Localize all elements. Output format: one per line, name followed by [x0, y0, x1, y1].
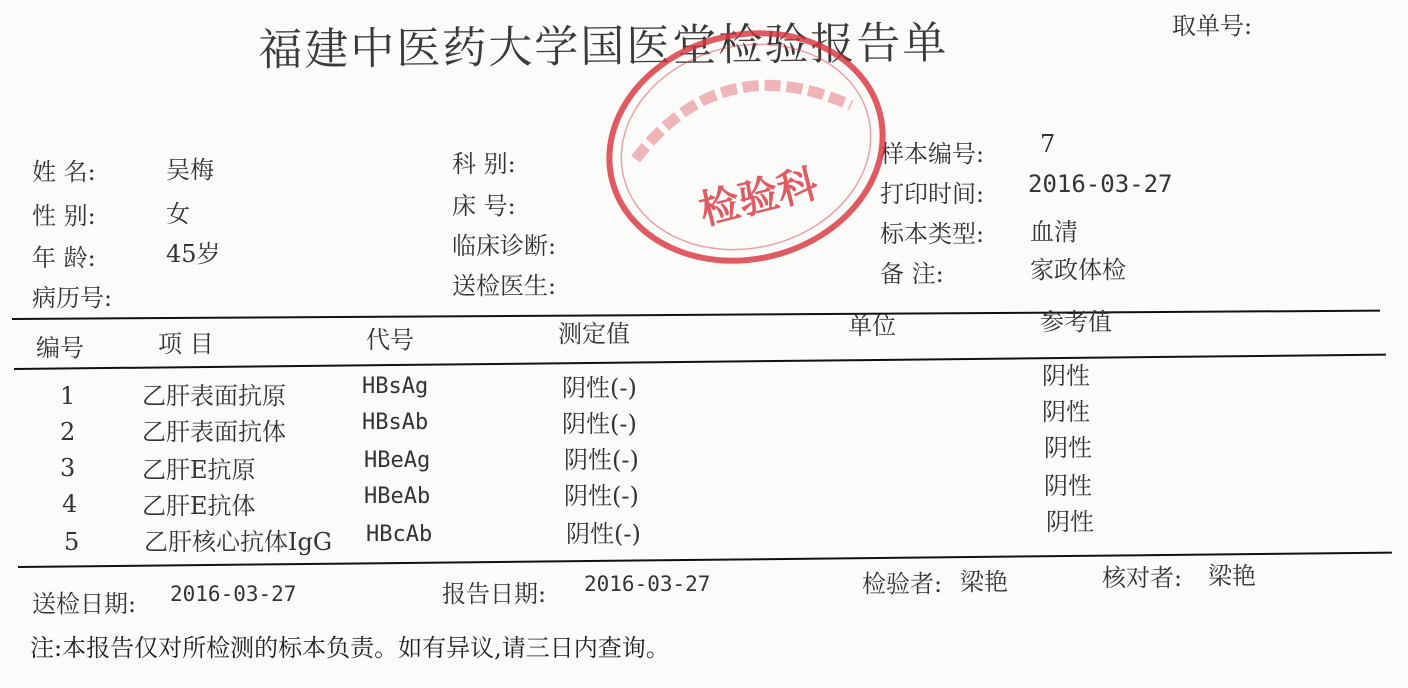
row-item: 乙肝表面抗原	[142, 382, 286, 410]
row-number: 4	[62, 490, 78, 518]
stamp-arc-text	[625, 63, 851, 159]
remark-label: 备 注:	[880, 260, 944, 288]
checker-name: 梁艳	[1208, 562, 1256, 590]
col-header-number: 编号	[36, 334, 84, 362]
sample-type: 血清	[1030, 218, 1078, 246]
row-reference: 阴性	[1042, 398, 1090, 426]
patient-sex: 女	[166, 200, 190, 228]
row-number: 5	[64, 528, 80, 556]
sample-number: 7	[1040, 130, 1056, 158]
row-item: 乙肝表面抗体	[142, 418, 286, 446]
row-value: 阴性(-)	[564, 482, 639, 510]
row-item: 乙肝E抗体	[142, 492, 256, 520]
row-code: HBcAb	[366, 522, 433, 547]
checker-label: 核对者:	[1102, 564, 1183, 592]
row-number: 3	[60, 454, 76, 482]
table-header-rule	[14, 354, 1386, 370]
row-item: 乙肝E抗原	[142, 456, 256, 484]
submit-date: 2016-03-27	[170, 582, 297, 606]
sex-label: 性 别:	[32, 202, 96, 230]
print-time-label: 打印时间:	[880, 180, 985, 208]
row-code: HBsAg	[362, 374, 429, 399]
name-label: 姓 名:	[32, 158, 96, 186]
referring-doctor-label: 送检医生:	[452, 272, 557, 300]
col-header-reference: 参考值	[1040, 308, 1112, 336]
row-code: HBeAg	[364, 448, 431, 473]
row-item: 乙肝核心抗体IgG	[144, 528, 333, 556]
bed-number-label: 床 号:	[452, 192, 516, 220]
patient-age: 45岁	[166, 240, 221, 268]
report-title: 福建中医药大学国医堂检验报告单	[258, 17, 949, 76]
submit-date-label: 送检日期:	[32, 590, 137, 618]
col-header-code: 代号	[366, 326, 414, 354]
inspector-name: 梁艳	[960, 568, 1008, 596]
sample-number-label: 样本编号:	[880, 140, 985, 168]
row-value: 阴性(-)	[562, 410, 637, 438]
row-number: 2	[60, 418, 76, 446]
report-date: 2016-03-27	[584, 572, 711, 596]
age-label: 年 龄:	[32, 244, 96, 272]
inspector-label: 检验者:	[862, 570, 943, 598]
row-code: HBeAb	[364, 484, 431, 509]
row-reference: 阴性	[1046, 508, 1094, 536]
ticket-number-label: 取单号:	[1172, 12, 1253, 40]
remark-value: 家政体检	[1030, 256, 1126, 284]
row-reference: 阴性	[1042, 362, 1090, 390]
record-number-label: 病历号:	[32, 284, 113, 312]
patient-name: 吴梅	[166, 156, 214, 184]
row-code: HBsAb	[362, 410, 429, 435]
row-reference: 阴性	[1044, 472, 1092, 500]
print-time: 2016-03-27	[1028, 170, 1173, 198]
col-header-item: 项 目	[158, 330, 214, 358]
disclaimer-note: 注:本报告仅对所检测的标本负责。如有异议,请三日内查询。	[30, 634, 670, 662]
stamp-center-text: 检验科	[694, 159, 823, 235]
sample-type-label: 标本类型:	[880, 220, 985, 248]
clinical-diagnosis-label: 临床诊断:	[452, 232, 557, 260]
department-label: 科 别:	[452, 150, 516, 178]
row-value: 阴性(-)	[566, 520, 641, 548]
row-reference: 阴性	[1044, 434, 1092, 462]
row-value: 阴性(-)	[562, 374, 637, 402]
col-header-unit: 单位	[848, 312, 896, 340]
col-header-value: 测定值	[558, 320, 630, 348]
row-value: 阴性(-)	[564, 446, 639, 474]
report-date-label: 报告日期:	[442, 580, 547, 608]
row-number: 1	[60, 382, 76, 410]
table-top-rule	[12, 310, 1380, 320]
